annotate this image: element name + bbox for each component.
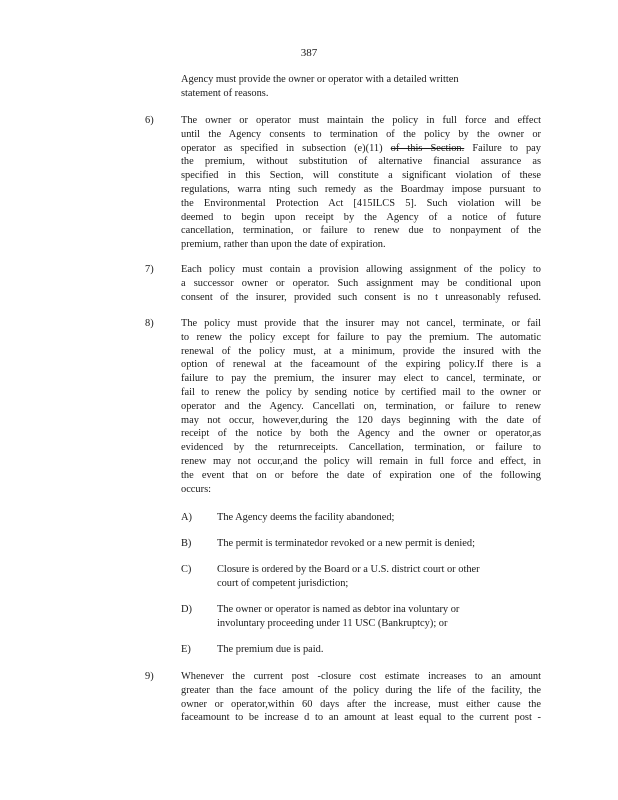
item-number: 6): [145, 115, 154, 126]
subitem-label: A): [181, 512, 192, 523]
subitem-text: [217, 643, 541, 657]
text-line: premium, rather than upon the date of expiration.: [181, 239, 386, 251]
text-line: statement of reasons.: [181, 87, 269, 99]
text-line: The permit is terminatedor revoked or a new permit is denied;: [217, 538, 475, 549]
struck-text: of this Section.: [390, 142, 465, 154]
item-7-paragraph: [181, 263, 541, 304]
item-6-paragraph: [181, 114, 541, 252]
subitem-text: [217, 563, 541, 591]
text-line: involuntary proceeding under 11 USC (Bankruptcy); or: [217, 617, 448, 629]
text-line: renewal of the policy must, at a minimum, provide the insured with the: [181, 345, 541, 357]
text-segment: Failure to pay: [472, 142, 541, 154]
item-number: 9): [145, 671, 154, 682]
text-line: failure to pay the premium, the insurer may elect to cancel, terminate, or: [181, 373, 541, 385]
subitem-label: E): [181, 644, 191, 655]
text-line: greater than the face amount of the policy during the life of the facility, the: [181, 684, 541, 696]
subitem-label: C): [181, 564, 192, 575]
subitem-text: [217, 537, 541, 551]
text-line: the Environmental Protection Act [415ILCS 5]. Such violation will be: [181, 197, 541, 209]
text-line: renew may not occur,and the policy will remain in full force and effect, in: [181, 455, 541, 467]
text-line: Agency must provide the owner or operator with a detailed written: [181, 74, 459, 85]
text-line: the event that on or before the date of expiration one of the following: [181, 469, 541, 481]
text-line: court of competent jurisdiction;: [217, 577, 349, 589]
text-line: specified in this Section, will constitute a significant violation of these: [181, 170, 541, 182]
text-line: The policy must provide that the insurer may not cancel, terminate, or fail: [181, 318, 541, 329]
item-8-paragraph: [181, 317, 541, 496]
subitem-label: B): [181, 538, 192, 549]
page-number: 387: [300, 47, 318, 59]
text-line: faceamount to be increase d to an amount at least equal to the current post -: [181, 712, 541, 724]
text-line: to renew the policy except for failure to pay the premium. The automatic: [181, 331, 541, 343]
text-line: receipt of the notice by both the Agency and the owner or operator,as: [181, 428, 541, 440]
text-line: deemed to begin upon receipt by the Agency of a notice of future: [181, 211, 541, 223]
text-line: the premium, without substitution of alternative financial assurance as: [181, 156, 541, 168]
text-line: Closure is ordered by the Board or a U.S. district court or other: [217, 564, 480, 575]
text-line: Each policy must contain a provision allowing assignment of the policy to: [181, 264, 541, 275]
text-line: option of renewal at the faceamount of the expiring policy.If there is a: [181, 359, 541, 371]
text-line: consent of the insurer, provided such consent is no t unreasonably refused.: [181, 291, 541, 303]
text-line: The owner or operator must maintain the policy in full force and effect: [181, 115, 541, 126]
item-9-paragraph: [181, 670, 541, 725]
text-line: operator and the Agency. Cancellati on, termination, or failure to renew: [181, 400, 541, 412]
subitem-text: [217, 511, 541, 525]
text-line: evidenced by the returnreceipts. Cancellation, termination, or failure to: [181, 442, 541, 454]
text-segment: operator as specified in subsection (e)(11): [181, 142, 383, 154]
text-line: Whenever the current post -closure cost estimate increases to an amount: [181, 671, 541, 682]
text-line: may not occur, however,during the 120 days beginning with the date of: [181, 414, 541, 426]
text-line: regulations, warra nting such remedy as the Boardmay impose pursuant to: [181, 183, 541, 195]
text-line: cancellation, termination, or failure to renew due to nonpayment of the: [181, 225, 541, 237]
text-line: The premium due is paid.: [217, 644, 324, 655]
text-line: a successor owner or operator. Such assignment may be conditional upon: [181, 277, 541, 289]
text-line: [181, 142, 541, 156]
item-number: 8): [145, 318, 154, 329]
subitem-label: D): [181, 604, 192, 615]
intro-paragraph: [181, 73, 541, 101]
text-line: until the Agency consents to termination of the policy by the owner or: [181, 128, 541, 140]
text-line: fail to renew the policy by sending notice by certified mail to the owner or: [181, 386, 541, 398]
text-line: occurs:: [181, 483, 212, 495]
subitem-text: [217, 603, 541, 631]
text-line: owner or operator,within 60 days after the increase, must either cause the: [181, 698, 541, 710]
item-number: 7): [145, 264, 154, 275]
text-line: The Agency deems the facility abandoned;: [217, 512, 395, 523]
text-line: The owner or operator is named as debtor ina voluntary or: [217, 604, 460, 615]
